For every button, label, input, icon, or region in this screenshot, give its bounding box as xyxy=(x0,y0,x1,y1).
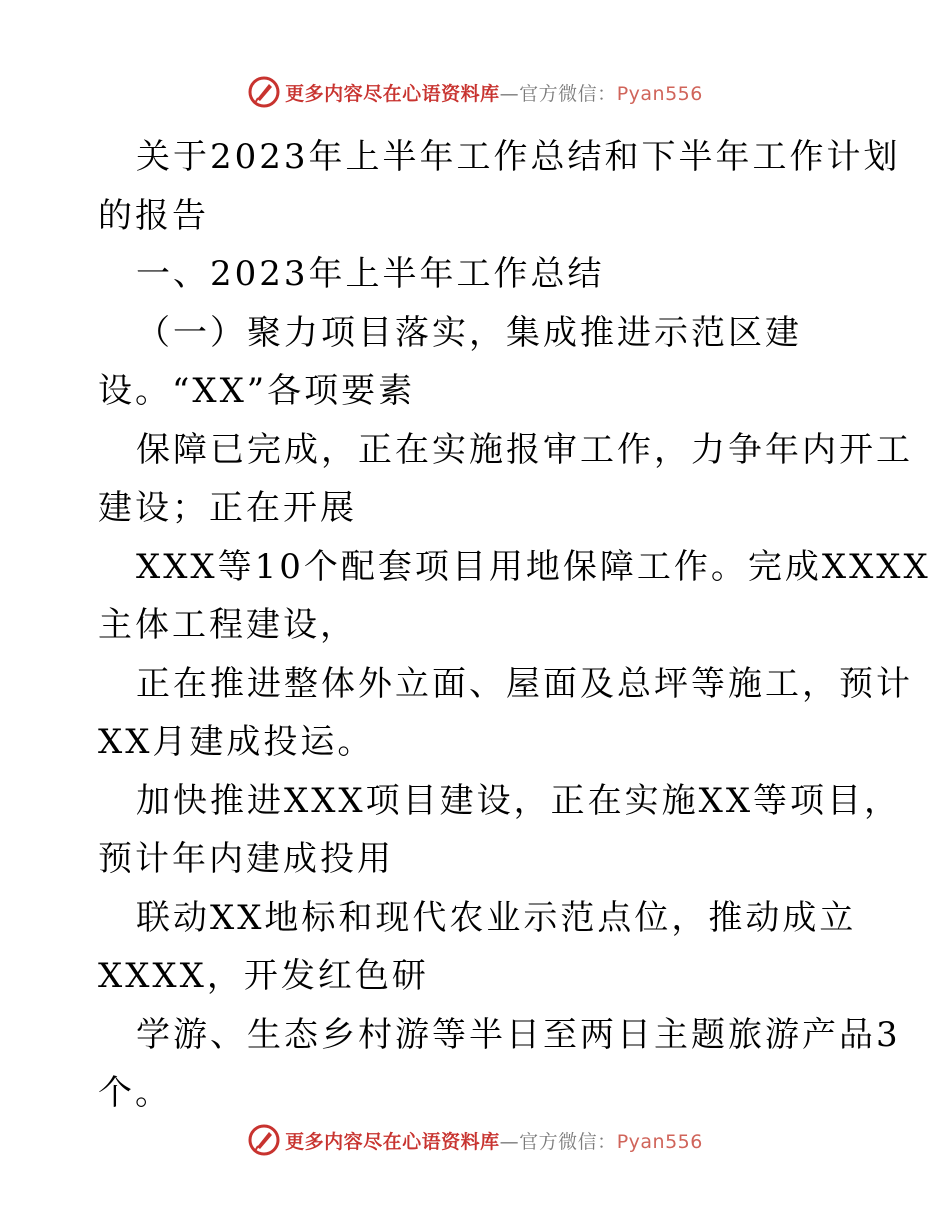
document-title-line-2: 的报告 xyxy=(98,195,209,236)
paragraph-1-line-2: 建设；正在开展 xyxy=(98,488,357,528)
watermark-label: 官方微信： xyxy=(519,82,617,105)
subsection-heading-line-2: 设。“XX”各项要素 xyxy=(98,371,416,411)
section-heading: 一、2023年上半年工作总结 xyxy=(136,254,605,294)
watermark-account: Pyan556 xyxy=(616,1130,703,1153)
header-watermark xyxy=(0,72,950,112)
paragraph-5-line-2: XXXX，开发红色研 xyxy=(98,956,429,996)
paragraph-3-line-1: 正在推进整体外立面、屋面及总坪等施工，预计 xyxy=(136,663,913,704)
watermark-label: 官方微信： xyxy=(519,1130,617,1153)
paragraph-3-line-2: XX月建成投运。 xyxy=(98,722,375,762)
document-body xyxy=(98,128,931,1123)
watermark-separator: — xyxy=(499,82,520,105)
watermark-separator: — xyxy=(499,1130,520,1153)
quill-pen-logo-icon xyxy=(247,75,281,109)
paragraph-6-line-2: 个。 xyxy=(98,1073,172,1113)
paragraph-5-line-1: 联动XX地标和现代农业示范点位，推动成立 xyxy=(136,897,857,938)
paragraph-2-line-2: 主体工程建设， xyxy=(98,605,357,645)
document-title-line-1: 关于2023年上半年工作总结和下半年工作计划 xyxy=(136,137,901,177)
footer-watermark xyxy=(0,1120,950,1160)
subsection-heading-line-1: （一）聚力项目落实，集成推进示范区建 xyxy=(136,312,802,353)
paragraph-4-line-1: 加快推进XXX项目建设，正在实施XX等项目， xyxy=(136,780,902,821)
paragraph-6-line-1: 学游、生态乡村游等半日至两日主题旅游产品3 xyxy=(136,1014,901,1055)
watermark-account: Pyan556 xyxy=(616,82,703,105)
watermark-brand: 更多内容尽在心语资料库 xyxy=(285,1130,500,1153)
paragraph-1-line-1: 保障已完成，正在实施报审工作，力争年内开工 xyxy=(136,429,913,470)
paragraph-4-line-2: 预计年内建成投用 xyxy=(98,839,394,879)
paragraph-2-line-1: XXX等10个配套项目用地保障工作。完成XXXX xyxy=(136,546,931,587)
watermark-brand: 更多内容尽在心语资料库 xyxy=(285,82,500,105)
quill-pen-logo-icon xyxy=(247,1123,281,1157)
